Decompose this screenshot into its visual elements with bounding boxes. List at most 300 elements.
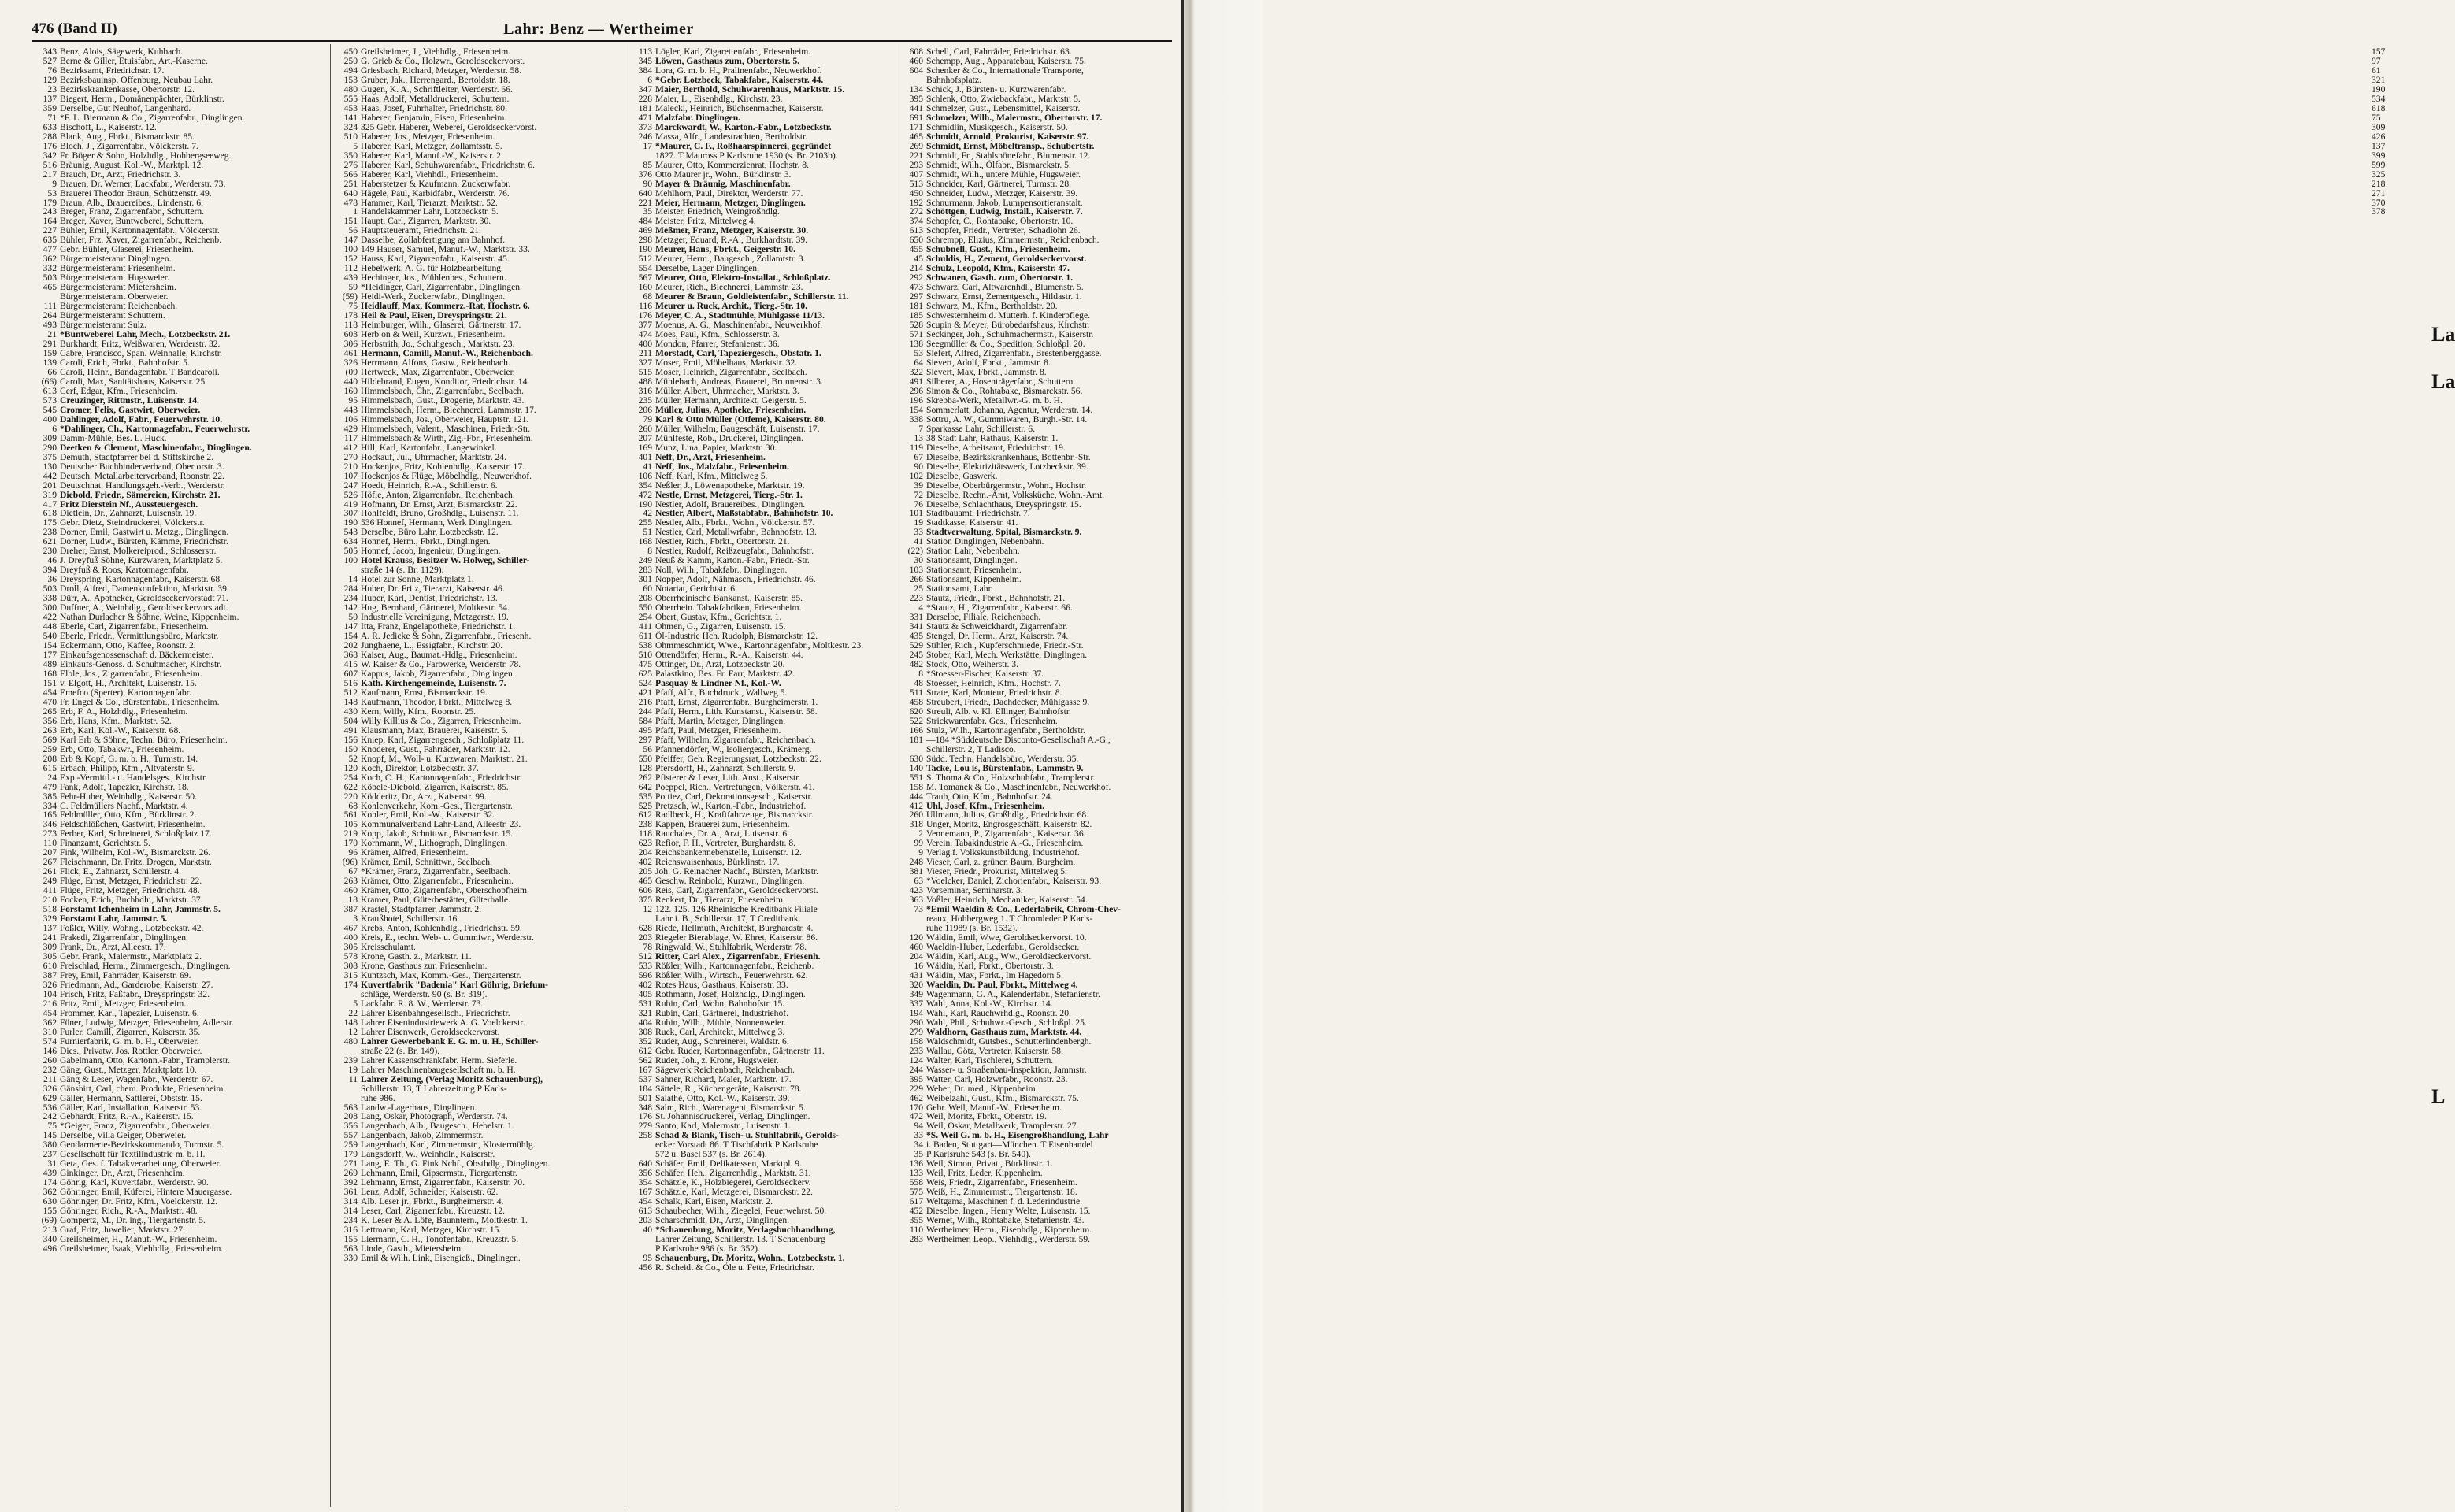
- phone-number: 12: [643, 904, 652, 915]
- phone-number: 217: [43, 169, 57, 180]
- entry-text: Tacke, Lou is, Bürstenfabr., Lammstr. 9.: [926, 762, 1084, 773]
- directory-entry: [32, 1244, 329, 1254]
- phone-number: 95: [348, 395, 358, 406]
- entry-text: Fleischmann, Dr. Fritz, Drogen, Marktstr.: [60, 857, 212, 868]
- phone-number: 450: [343, 46, 358, 57]
- entry-text: Pfannendörfer, W., Isoliergesch., Krämerg.: [655, 743, 812, 754]
- phone-number: 254: [638, 612, 652, 623]
- phone-number: 356: [43, 715, 57, 726]
- phone-number: 469: [638, 225, 652, 236]
- entry-text: straße 22 (s. Br. 149).: [361, 1045, 440, 1056]
- entry-text: Neff, Karl, Kfm., Mittelweg 5.: [655, 470, 768, 481]
- phone-number: 411: [43, 885, 57, 896]
- entry-text: Pretzsch, W., Karton.-Fabr., Industriehof.: [655, 800, 807, 811]
- entry-text: Morstadt, Carl, Tapeziergesch., Obstatr. 1.: [655, 348, 821, 358]
- entry-text: Verlag f. Volkskunstbildung, Industriehof.: [926, 847, 1080, 858]
- entry-text: Willy Killius & Co., Zigarren, Friesenheim.: [361, 715, 521, 726]
- entry-text: Schwarz, M., Kfm., Bertholdstr. 20.: [926, 301, 1058, 312]
- phone-number: 221: [638, 197, 652, 208]
- entry-text: Langenbach, Jakob, Zimmermstr.: [361, 1130, 484, 1141]
- phone-number: 150: [343, 743, 358, 754]
- phone-number: 190: [638, 498, 652, 510]
- phone-number: 75: [348, 301, 358, 312]
- phone-number: 235: [638, 395, 652, 406]
- entry-text: Himmelsbach & Wirth, Zig.-Fbr., Friesenheim.: [361, 432, 533, 443]
- entry-text: Neff, Dr., Arzt, Friesenheim.: [655, 451, 766, 462]
- entry-text: Himmelsbach, Gust., Drogerie, Marktstr. 43.: [361, 395, 525, 406]
- phone-number: 400: [343, 932, 358, 943]
- phone-number: 103: [909, 565, 923, 576]
- phone-number: 246: [638, 131, 652, 142]
- edge-number: 218: [2372, 178, 2386, 189]
- entry-text: *Stautz, H., Zigarrenfabr., Kaiserstr. 66.: [926, 602, 1073, 613]
- entry-text: Löwen, Gasthaus zum, Obertorstr. 5.: [655, 55, 800, 66]
- phone-number: 338: [43, 593, 57, 604]
- phone-number: 622: [343, 781, 358, 792]
- phone-number: 640: [638, 187, 652, 198]
- entry-text: ruhe 986.: [361, 1092, 395, 1103]
- entry-text: Ködderitz, Dr., Arzt, Kaiserstr. 99.: [361, 791, 487, 802]
- phone-number: 104: [43, 988, 57, 999]
- entry-text: Schlenk, Otto, Zwiebackfabr., Marktstr. 5.: [926, 93, 1081, 104]
- phone-number: 608: [909, 46, 923, 57]
- phone-number: 159: [43, 348, 57, 358]
- entry-text: 149 Hauser, Samuel, Manuf.-W., Marktstr. 33.: [361, 244, 530, 255]
- phone-number: 298: [638, 235, 652, 246]
- header-rule: [32, 40, 1172, 42]
- phone-number: 650: [909, 235, 923, 246]
- entry-text: Stober, Karl, Mech. Werkstätte, Dinglingen.: [926, 650, 1088, 660]
- phone-number: 474: [638, 329, 652, 340]
- entry-text: Gäller, Hermann, Sattlerei, Obststr. 15.: [60, 1092, 202, 1103]
- phone-number: 458: [909, 696, 923, 707]
- entry-text: Köbele-Diebold, Zigarren, Kaiserstr. 85.: [361, 781, 509, 792]
- phone-number: 554: [638, 263, 652, 274]
- phone-number: 145: [43, 1130, 57, 1141]
- entry-text: Derselbe, Lager Dinglingen.: [655, 263, 759, 274]
- phone-number: 19: [914, 517, 923, 528]
- phone-number: 384: [638, 65, 652, 76]
- entry-text: Strate, Karl, Monteur, Friedrichstr. 8.: [926, 687, 1062, 698]
- phone-number: 460: [909, 942, 923, 953]
- phone-number: 314: [343, 1196, 358, 1207]
- entry-text: Braun, Alb., Brauereibes., Lindenstr. 6.: [60, 197, 203, 208]
- entry-text: Breger, Xaver, Buntweberei, Schuttern.: [60, 216, 204, 227]
- entry-text: Greilsheimer, Isaak, Viehhdlg., Friesenheim.: [60, 1243, 224, 1254]
- entry-text: Caroli, Max, Sanitätshaus, Kaiserstr. 25.: [60, 376, 208, 387]
- entry-text: Vennemann, P., Zigarrenfabr., Kaiserstr. 36.: [926, 828, 1086, 839]
- phone-number: 140: [909, 762, 923, 773]
- entry-text: Schmidt, Fr., Stahlspönefabr., Blumenstr. 12.: [926, 150, 1091, 161]
- phone-number: 67: [914, 451, 923, 462]
- entry-text: Knoderer, Gust., Fahrräder, Marktstr. 12.: [361, 743, 510, 754]
- phone-number: 14: [348, 574, 358, 585]
- entry-text: Klausmann, Max, Brauerei, Kaiserstr. 5.: [361, 724, 509, 736]
- entry-text: reaux, Hohbergweg 1. T Chromleder P Karls-: [926, 914, 1093, 925]
- phone-number: 152: [343, 254, 358, 265]
- phone-number: 156: [343, 734, 358, 745]
- entry-text: Waeldin, Dr. Paul, Fbrkt., Mittelweg 4.: [926, 979, 1078, 990]
- phone-number: 606: [638, 885, 652, 896]
- entry-text: Haberer, Jos., Metzger, Friesenheim.: [361, 131, 495, 142]
- phone-number: 355: [909, 1215, 923, 1226]
- entry-text: Herb on & Weil, Kurzwr., Friesenheim.: [361, 329, 506, 340]
- entry-text: Rothmann, Josef, Holzhdlg., Dinglingen.: [655, 988, 806, 999]
- entry-text: Himmelsbach, Valent., Maschinen, Friedr.-Str.: [361, 423, 531, 434]
- entry-text: Hoedt, Heinrich, R.-A., Schillerstr. 6.: [361, 480, 498, 491]
- phone-number: 613: [638, 1206, 652, 1217]
- entry-text: Verein. Tabakindustrie A.-G., Friesenheim.: [926, 838, 1084, 849]
- entry-text: Gäng & Leser, Wagenfabr., Werderstr. 67.: [60, 1073, 213, 1084]
- entry-text: Meßmer, Franz, Metzger, Kaiserstr. 30.: [655, 225, 809, 236]
- entry-text: Ottendörfer, Herm., R.-A., Kaiserstr. 44.: [655, 650, 803, 660]
- entry-text: Kuntzsch, Max, Komm.-Ges., Tiergartenstr.: [361, 969, 521, 980]
- phone-number: 247: [343, 480, 358, 491]
- phone-number: 342: [43, 150, 57, 161]
- phone-number: 85: [643, 159, 652, 170]
- entry-text: Blank, Aug., Fbrkt., Bismarckstr. 85.: [60, 131, 195, 142]
- entry-text: Benz, Alois, Sägewerk, Kuhbach.: [60, 46, 184, 57]
- phone-number: 76: [914, 498, 923, 510]
- phone-number: 128: [638, 762, 652, 773]
- entry-text: Kuvertfabrik "Badenia" Karl Göhrig, Briefum-: [361, 979, 548, 990]
- phone-number: 272: [909, 206, 923, 217]
- phone-number: 211: [43, 1073, 57, 1084]
- phone-number: 448: [43, 621, 57, 632]
- phone-number: 160: [343, 385, 358, 396]
- entry-text: Vorseminar, Seminarstr. 3.: [926, 885, 1023, 896]
- edge-number: 618: [2372, 102, 2386, 113]
- entry-text: Hägele, Paul, Karbidfabr., Werderstr. 76.: [361, 187, 510, 198]
- entry-text: Scupin & Meyer, Bürobedarfshaus, Kirchstr.: [926, 320, 1090, 331]
- entry-text: Burkhardt, Fritz, Weißwaren, Werderstr. 32.: [60, 339, 221, 350]
- entry-text: *Krämer, Franz, Zigarrenfabr., Seelbach.: [361, 866, 511, 877]
- entry-text: Dahlinger, Adolf, Fabr., Feuerwehrstr. 10.: [60, 413, 223, 424]
- phone-number: 512: [638, 254, 652, 265]
- entry-text: Kappen, Brauerei zum, Friesenheim.: [655, 819, 790, 830]
- entry-text: Salm, Rich., Warenagent, Bismarckstr. 5.: [655, 1102, 806, 1113]
- entry-text: Wahl, Anna, Kol.-W., Kirchstr. 14.: [926, 998, 1053, 1009]
- entry-text: Schmelzer, Gust., Lebensmittel, Kaiserstr.: [926, 102, 1081, 113]
- phone-number: 496: [43, 1243, 57, 1254]
- entry-text: Gendarmerie-Bezirkskommando, Turmstr. 5.: [60, 1140, 224, 1151]
- entry-text: Kramer, Paul, Güterbestätter, Güterhalle.: [361, 895, 510, 906]
- phone-number: 574: [43, 1036, 57, 1047]
- phone-number: 407: [909, 169, 923, 180]
- entry-text: Voßler, Heinrich, Mechaniker, Kaiserstr. 54.: [926, 895, 1088, 906]
- phone-number: 538: [638, 640, 652, 651]
- phone-number: 536: [43, 1102, 57, 1113]
- entry-text: Dieselbe, Gaswerk.: [926, 470, 998, 481]
- phone-number: 308: [638, 1026, 652, 1037]
- phone-number: 134: [909, 83, 923, 94]
- entry-text: Gebhardt, Fritz, R.-A., Kaiserstr. 15.: [60, 1111, 194, 1122]
- phone-number: 415: [343, 658, 358, 669]
- entry-text: Schmelzer, Wilh., Malermstr., Obertorstr. 17.: [926, 112, 1103, 123]
- entry-text: Göhringer, Dr. Fritz, Kfm., Voelckerstr. 12.: [60, 1196, 218, 1207]
- entry-text: Heimburger, Wilh., Glaserei, Gärtnerstr. 17.: [361, 320, 521, 331]
- phone-number: 233: [909, 1045, 923, 1056]
- entry-text: Derselbe, Gut Neuhof, Langenhard.: [60, 102, 191, 113]
- phone-number: 385: [43, 791, 57, 802]
- phone-number: 402: [638, 857, 652, 868]
- entry-text: Eckermann, Otto, Kaffee, Roonstr. 2.: [60, 640, 196, 651]
- phone-number: 279: [909, 1026, 923, 1037]
- phone-number: 319: [43, 489, 57, 500]
- phone-number: 75: [47, 1121, 57, 1132]
- entry-text: Schmidt, Wilh., untere Mühle, Hugsweier.: [926, 169, 1081, 180]
- entry-text: Hertweck, Max, Zigarrenfabr., Oberweier.: [361, 366, 515, 377]
- phone-number: 2: [918, 828, 923, 839]
- phone-number: 596: [638, 969, 652, 980]
- phone-number: 190: [343, 517, 358, 528]
- phone-number: 4: [918, 602, 923, 613]
- phone-number: 309: [43, 942, 57, 953]
- phone-number: 454: [43, 687, 57, 698]
- entry-text: Wertheimer, Leop., Viehhdlg., Werderstr. 59.: [926, 1234, 1091, 1245]
- phone-number: 504: [343, 715, 358, 726]
- entry-text: Ottinger, Dr., Arzt, Lotzbeckstr. 20.: [655, 658, 785, 669]
- entry-text: Neßler, J., Löwenapotheke, Marktstr. 19.: [655, 480, 805, 491]
- entry-text: Frey, Emil, Fahrräder, Kaiserstr. 69.: [60, 969, 191, 980]
- entry-text: Kreisschulamt.: [361, 942, 416, 953]
- phone-number: 174: [43, 1177, 57, 1188]
- entry-text: Dreyspring, Kartonnagenfabr., Kaiserstr. 68.: [60, 574, 223, 585]
- entry-text: Huber, Dr. Fritz, Tierarzt, Kaiserstr. 46.: [361, 584, 505, 595]
- phone-number: 516: [343, 677, 358, 688]
- entry-text: Lahr i. B., Schillerstr. 17, T Creditbank.: [655, 914, 801, 925]
- entry-text: ruhe 11989 (s. Br. 1532).: [926, 923, 1018, 934]
- entry-text: Füner, Ludwig, Metzger, Friesenheim, Adlerstr.: [60, 1017, 234, 1028]
- phone-number: 178: [343, 310, 358, 321]
- entry-text: Metzger, Eduard, R.-A., Burkhardtstr. 39.: [655, 235, 808, 246]
- entry-text: Fr. Böger & Sohn, Holzhdlg., Hohbergseeweg.: [60, 150, 232, 161]
- edge-number: 137: [2372, 140, 2386, 151]
- entry-text: Lahrer Eisenbahngesellsch., Friedrichstr.: [361, 1007, 510, 1018]
- phone-number: 316: [343, 1225, 358, 1236]
- phone-number: 337: [909, 998, 923, 1009]
- phone-number: 8: [647, 546, 652, 557]
- entry-text: Schalk, Karl, Eisen, Marktstr. 2.: [655, 1196, 773, 1207]
- entry-text: Hill, Karl, Kartonfabr., Langewinkel.: [361, 442, 497, 453]
- phone-number: 269: [343, 1168, 358, 1179]
- entry-text: Geschw. Reinbold, Kurzwr., Dinglingen.: [655, 876, 805, 887]
- entry-text: Lögler, Karl, Zigarettenfabr., Friesenheim.: [655, 46, 811, 57]
- entry-text: Greilsheimer, H., Manuf.-W., Friesenheim.: [60, 1234, 217, 1245]
- entry-text: Haberer, Karl, Metzger, Zollamtsstr. 5.: [361, 140, 502, 151]
- phone-number: 31: [47, 1158, 57, 1169]
- entry-text: Haas, Josef, Fuhrhalter, Friedrichstr. 80.: [361, 102, 507, 113]
- phone-number: 194: [909, 1007, 923, 1018]
- phone-number: 558: [909, 1177, 923, 1188]
- phone-number: 617: [909, 1196, 923, 1207]
- phone-number: 133: [909, 1168, 923, 1179]
- edge-column: [2372, 47, 2442, 1504]
- phone-number: 204: [909, 951, 923, 962]
- phone-number: 309: [43, 432, 57, 443]
- entry-text: Kraußhotel, Schillerstr. 16.: [361, 914, 460, 925]
- phone-number: 101: [909, 508, 923, 519]
- entry-text: Haberer, Karl, Manuf.-W., Kaiserstr. 2.: [361, 150, 504, 161]
- entry-text: Dreyfuß & Roos, Kartonnagenfabr.: [60, 565, 189, 576]
- phone-number: 330: [343, 1253, 358, 1263]
- entry-text: Noll, Wilh., Tabakfabr., Dinglingen.: [655, 565, 788, 576]
- phone-number: 561: [343, 810, 358, 821]
- phone-number: 95: [643, 1253, 652, 1263]
- entry-text: Nopper, Adolf, Nähmasch., Friedrichstr. 46.: [655, 574, 816, 585]
- phone-number: 201: [43, 480, 57, 491]
- entry-text: Streubert, Friedr., Dachdecker, Mühlgasse 9.: [926, 696, 1090, 707]
- phone-number: 375: [43, 451, 57, 462]
- entry-text: Lettmann, Karl, Metzger, Kirchstr. 15.: [361, 1225, 502, 1236]
- page-header: [32, 20, 1166, 39]
- entry-text: Stautz & Schweickhardt, Zigarrenfabr.: [926, 621, 1068, 632]
- entry-text: 325 Gebr. Haberer, Weberei, Geroldseckervorst.: [361, 121, 537, 132]
- phone-number: 318: [909, 819, 923, 830]
- entry-text: Unger, Moritz, Engrosgeschäft, Kaiserstr. 82.: [926, 819, 1092, 830]
- phone-number: 169: [638, 442, 652, 453]
- phone-number: 177: [43, 650, 57, 660]
- phone-number: 515: [638, 366, 652, 377]
- entry-text: Landw.-Lagerhaus, Dinglingen.: [361, 1102, 477, 1113]
- phone-number: 164: [43, 216, 57, 227]
- phone-number: 293: [909, 159, 923, 170]
- phone-number: 213: [43, 1225, 57, 1236]
- entry-text: Radlbeck, H., Kraftfahrzeuge, Bismarckstr.: [655, 810, 814, 821]
- entry-text: Rubin, Carl, Wohn, Bahnhofstr. 15.: [655, 998, 785, 1009]
- entry-text: Stengel, Dr. Herm., Arzt, Kaiserstr. 74.: [926, 631, 1069, 642]
- entry-text: Brauen, Dr. Werner, Lackfabr., Werderstr. 73.: [60, 178, 226, 189]
- phone-number: 171: [909, 121, 923, 132]
- phone-number: 154: [343, 631, 358, 642]
- phone-number: 623: [638, 838, 652, 849]
- entry-text: Exp.-Vermittl.- u. Handelsges., Kirchstr.: [60, 772, 208, 783]
- phone-number: 491: [909, 376, 923, 387]
- entry-text: Dieselbe, Elektrizitätswerk, Lotzbeckstr. 39.: [926, 461, 1088, 472]
- entry-text: Eberle, Friedr., Vermittlungsbüro, Marktstr.: [60, 631, 219, 642]
- entry-text: Friedmann, Ad., Garderobe, Kaiserstr. 27.: [60, 979, 213, 990]
- entry-text: Gesellschaft für Textilindustrie m. b. H.: [60, 1149, 206, 1160]
- entry-text: Stadtbauamt, Friedrichstr. 7.: [926, 508, 1030, 519]
- phone-number: 524: [638, 677, 652, 688]
- phone-number: 528: [909, 320, 923, 331]
- entry-text: Rotes Haus, Gasthaus, Kaiserstr. 33.: [655, 979, 788, 990]
- phone-number: 12: [348, 1026, 358, 1037]
- entry-text: M. Tomanek & Co., Maschinenfabr., Neuwerkhof.: [926, 781, 1111, 792]
- entry-text: Silberer, A., Hosenträgerfabr., Schuttern.: [926, 376, 1076, 387]
- entry-text: Langenbach, Karl, Zimmermstr., Klostermühlg.: [361, 1140, 536, 1151]
- phone-number: 460: [909, 55, 923, 66]
- entry-text: Damm-Mühle, Bes. L. Huck.: [60, 432, 167, 443]
- phone-number: 305: [43, 951, 57, 962]
- phone-number: 401: [638, 451, 652, 462]
- phone-number: 503: [43, 584, 57, 595]
- entry-text: Meurer u. Ruck, Archit., Tierg.-Str. 10.: [655, 301, 808, 312]
- entry-text: Lahrer Eisenwerk, Geroldseckervorst.: [361, 1026, 500, 1037]
- entry-text: Leser, Carl, Zigarrenfabr., Kreuzstr. 12.: [361, 1206, 506, 1217]
- entry-text: Sommerlatt, Johanna, Agentur, Werderstr. 14.: [926, 404, 1093, 415]
- entry-text: Liermann, C. H., Tonofenfabr., Kreuzstr. 5.: [361, 1234, 519, 1245]
- phone-number: 227: [43, 225, 57, 236]
- phone-number: 362: [43, 254, 57, 265]
- phone-number: 551: [909, 772, 923, 783]
- phone-number: 148: [343, 696, 358, 707]
- phone-number: (66): [41, 376, 57, 387]
- edge-letter: L: [2431, 1085, 2446, 1108]
- phone-number: 444: [909, 791, 923, 802]
- phone-number: 322: [909, 366, 923, 377]
- entry-text: Ruck, Carl, Architekt, Mittelweg 3.: [655, 1026, 785, 1037]
- entry-text: Heidi-Werk, Zuckerwfabr., Dinglingen.: [361, 291, 506, 302]
- phone-number: 291: [43, 339, 57, 350]
- phone-number: (09: [345, 366, 358, 377]
- phone-number: 53: [914, 348, 923, 358]
- entry-text: G. Grieb & Co., Holzwr., Geroldseckervorst.: [361, 55, 525, 66]
- entry-text: Sättele, R., Küchengeräte, Kaiserstr. 78.: [655, 1083, 802, 1094]
- phone-number: 267: [43, 857, 57, 868]
- entry-text: Herrmann, Alfons, Gastw., Reichenbach.: [361, 357, 510, 368]
- phone-number: 454: [43, 1007, 57, 1018]
- phone-number: 202: [343, 640, 358, 651]
- entry-text: Schmidlin, Musikgesch., Kaiserstr. 50.: [926, 121, 1068, 132]
- entry-text: Lehmann, Emil, Gipsermstr., Tiergartenstr.: [361, 1168, 517, 1179]
- entry-text: Schillerstr. 13, T Lahrerzeitung P Karls-: [361, 1083, 507, 1094]
- phone-number: 261: [43, 866, 57, 877]
- phone-number: 308: [343, 960, 358, 971]
- phone-number: 329: [43, 914, 57, 925]
- phone-number: 563: [343, 1243, 358, 1254]
- phone-number: (69): [41, 1215, 57, 1226]
- phone-number: 120: [343, 762, 358, 773]
- entry-text: Krämer, Alfred, Friesenheim.: [361, 847, 469, 858]
- entry-text: Schopfer, C., Rohtabake, Obertorstr. 10.: [926, 216, 1074, 227]
- phone-number: 395: [909, 93, 923, 104]
- entry-text: Deutscher Buchbinderverband, Obertorstr. 3.: [60, 461, 224, 472]
- entry-text: Schätzle, Karl, Metzgerei, Bismarckstr. 22.: [655, 1187, 813, 1198]
- entry-text: Linde, Gasth., Mietersheim.: [361, 1243, 464, 1254]
- phone-number: 300: [43, 602, 57, 613]
- entry-text: Cerf, Edgar, Kfm., Friesenheim.: [60, 385, 178, 396]
- phone-number: 106: [343, 413, 358, 424]
- edge-number: 97: [2372, 55, 2381, 66]
- phone-number: 52: [348, 753, 358, 764]
- phone-number: 630: [43, 1196, 57, 1207]
- entry-text: Dieselbe, Rechn.-Amt, Volksküche, Wohn.-Amt.: [926, 489, 1105, 500]
- phone-number: 53: [47, 187, 57, 198]
- phone-number: 555: [343, 93, 358, 104]
- phone-number: 471: [638, 112, 652, 123]
- phone-number: 443: [343, 404, 358, 415]
- phone-number: 249: [43, 876, 57, 887]
- phone-number: 503: [43, 272, 57, 284]
- entry-text: Hug, Bernhard, Gärtnerei, Moltkestr. 54.: [361, 602, 510, 613]
- entry-text: Dürr, A., Apotheker, Geroldseckervorstadt 71.: [60, 593, 228, 604]
- entry-text: Rößler, Wilh., Wirtsch., Feuerwehrstr. 62.: [655, 969, 808, 980]
- phone-number: 527: [43, 55, 57, 66]
- entry-text: Göhringer, Emil, Küferei, Hintere Mauergasse.: [60, 1187, 232, 1198]
- entry-text: W. Kaiser & Co., Farbwerke, Werderstr. 78.: [361, 658, 521, 669]
- column-3: [627, 47, 895, 1504]
- phone-number: 66: [47, 366, 57, 377]
- entry-text: Kopp, Jakob, Schnittwr., Bismarckstr. 15.: [361, 828, 514, 839]
- phone-number: 348: [638, 1102, 652, 1113]
- phone-number: 635: [43, 235, 57, 246]
- phone-number: 107: [343, 470, 358, 481]
- phone-number: 60: [643, 584, 652, 595]
- entry-text: Ginkinger, Dr., Arzt, Friesenheim.: [60, 1168, 185, 1179]
- edge-number: 370: [2372, 197, 2386, 208]
- entry-text: Hechinger, Jos., Mühlenbes., Schuttern.: [361, 272, 506, 284]
